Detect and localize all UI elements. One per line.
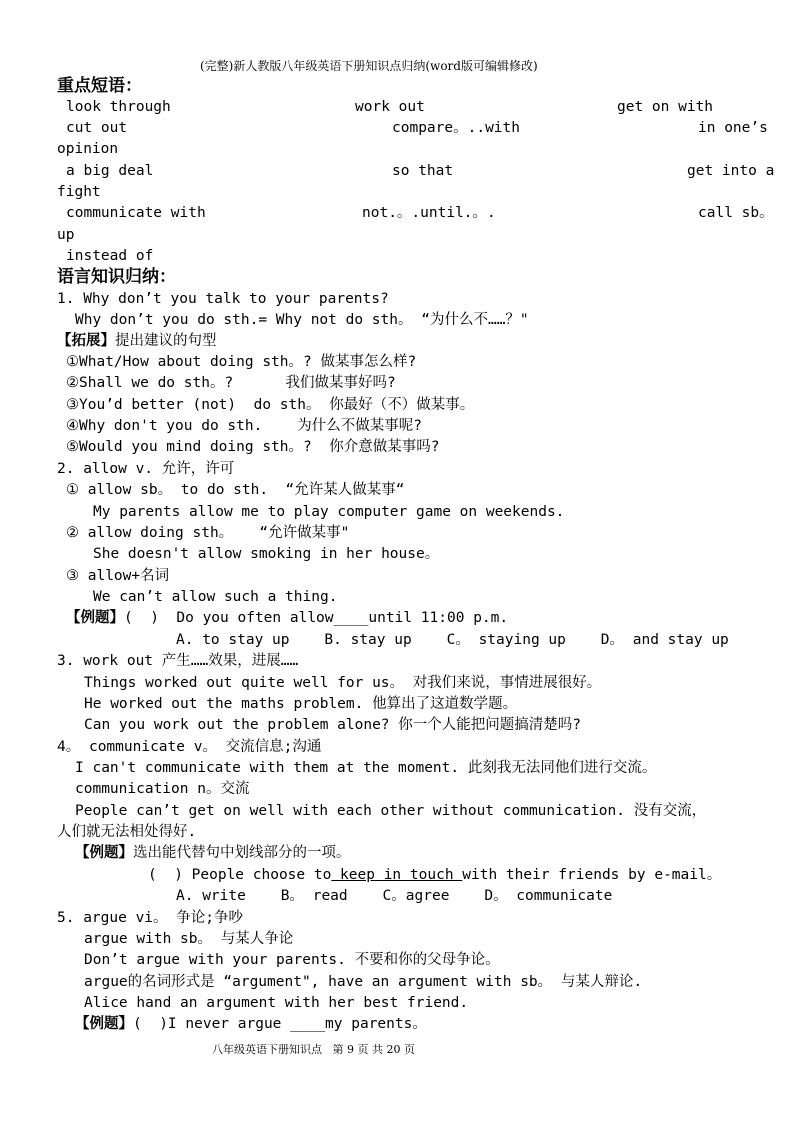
text-line: argue with sb。 与某人争论	[84, 931, 294, 947]
text-line: He worked out the maths problem. 他算出了这道数学题。	[84, 696, 518, 712]
phrase-item: instead of	[66, 248, 154, 264]
text-line: 1. Why don’t you talk to your parents?	[57, 291, 389, 307]
phrase-item: get on with	[617, 99, 714, 115]
phrase-item: cut out	[66, 120, 128, 136]
phrase-item: a big deal	[66, 163, 154, 179]
phrase-wrap: up	[57, 227, 75, 243]
bracket-label: 【例题】	[66, 610, 124, 626]
underlined-phrase: keep in touch	[331, 867, 463, 883]
text-line: 5. argue vi。 争论;争吵	[57, 910, 243, 926]
text-line: 2. allow v. 允许，许可	[57, 461, 235, 477]
text-line: 3. work out 产生……效果，进展……	[57, 653, 299, 669]
text-line: ④Why don't you do sth. 为什么不做某事呢?	[66, 418, 422, 434]
text-line: Things worked out quite well for us。 对我们来说，事情进展很好。	[84, 675, 602, 691]
phrase-item: in one’s	[698, 120, 768, 136]
text-line: 4。 communicate v。 交流信息;沟通	[57, 739, 322, 755]
phrase-item: look through	[66, 99, 171, 115]
text-line	[66, 608, 508, 629]
bracket-label: 【拓展】	[57, 333, 115, 349]
text-line: We can’t allow such a thing.	[93, 589, 338, 605]
key-phrases-heading: 重点短语：	[57, 76, 142, 96]
phrase-item: get into a	[687, 163, 775, 179]
phrase-item: not.。.until.。.	[362, 205, 496, 221]
phrase-wrap: opinion	[57, 141, 119, 157]
phrase-wrap: fight	[57, 184, 101, 200]
bracket-label: 【例题】	[75, 1016, 133, 1032]
text-span: ( ) People choose to	[148, 867, 332, 883]
text-span: 选出能代替句中划线部分的一项。	[133, 845, 351, 861]
text-line: ① allow sb。 to do sth. “允许某人做某事“	[66, 482, 405, 498]
phrase-item: so that	[392, 163, 454, 179]
text-line: ①What/How about doing sth。? 做某事怎么样?	[66, 354, 417, 370]
text-line: ③ allow+名词	[66, 568, 170, 584]
text-line	[75, 1014, 427, 1035]
text-span: ( )I never argue ____my parents。	[133, 1016, 427, 1032]
text-line: Alice hand an argument with her best friend.	[84, 995, 469, 1011]
text-line: Can you work out the problem alone? 你一个人能把问题搞清楚吗?	[84, 717, 581, 733]
text-line: Why don’t you do sth.= Why not do sth。 “为什么不……？"	[75, 312, 529, 328]
text-line	[75, 843, 351, 864]
knowledge-heading: 语言知识归纳：	[57, 267, 176, 287]
page-header: (完整)新人教版八年级英语下册知识点归纳(word版可编辑修改)	[200, 59, 538, 73]
phrase-item: work out	[355, 99, 425, 115]
text-line: A. write B。 read C。agree D。 communicate	[176, 888, 613, 904]
text-line: A. to stay up B. stay up C。 staying up D。 and stay up	[176, 632, 729, 648]
page-footer: 八年级英语下册知识点 第 9 页 共 20 页	[212, 1043, 415, 1056]
text-line	[148, 865, 721, 886]
text-line: She doesn't allow smoking in her house。	[93, 546, 440, 562]
text-line: My parents allow me to play computer game on weekends.	[93, 504, 565, 520]
bracket-label: 【例题】	[75, 845, 133, 861]
phrase-item: call sb。	[698, 205, 774, 221]
text-line: I can't communicate with them at the moment. 此刻我无法同他们进行交流。	[75, 760, 657, 776]
text-line: communication n。交流	[75, 781, 250, 797]
text-line: ② allow doing sth。 “允许做某事"	[66, 525, 350, 541]
text-line: 人们就无法相处得好.	[57, 824, 197, 840]
text-line: Don’t argue with your parents. 不要和你的父母争论。	[84, 952, 500, 968]
text-line: ②Shall we do sth。? 我们做某事好吗?	[66, 375, 396, 391]
text-span: 提出建议的句型	[115, 333, 217, 349]
text-line: argue的名词形式是 “argument", have an argument with sb。 与某人辩论.	[84, 974, 643, 990]
text-span: with their friends by e-mail。	[462, 867, 722, 883]
text-line: ⑤Would you mind doing sth。? 你介意做某事吗?	[66, 439, 440, 455]
text-span: ( ) Do you often allow____until 11:00 p.m.	[124, 610, 509, 626]
text-line	[57, 331, 217, 352]
phrase-item: compare。..with	[392, 120, 520, 136]
phrase-item: communicate with	[66, 205, 206, 221]
text-line: ③You’d better (not) do sth。 你最好（不）做某事。	[66, 397, 475, 413]
text-line: People can’t get on well with each other without communication. 没有交流，	[75, 803, 707, 819]
